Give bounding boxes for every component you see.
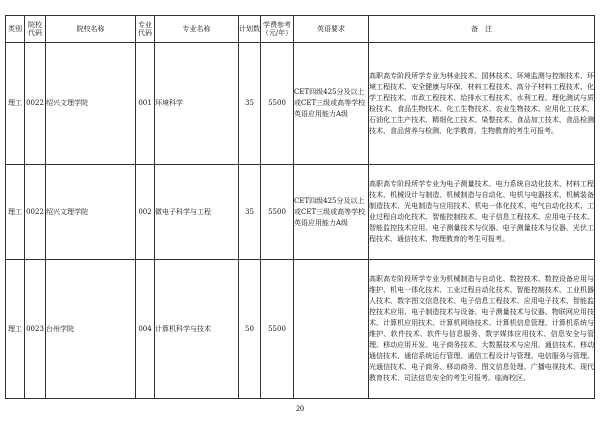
cell-plan-count: 50: [239, 260, 261, 399]
header-remarks: 备 注: [369, 16, 595, 43]
cell-major-code: 004: [136, 260, 155, 399]
header-tuition-line2: （元/年）: [261, 29, 293, 37]
cell-major-code: 001: [136, 43, 155, 165]
header-english-req: 英语要求: [294, 16, 369, 43]
cell-major-name: 微电子科学与工程: [155, 165, 239, 260]
cell-school-name: 绍兴文理学院: [46, 165, 136, 260]
header-school-name: 院校名称: [46, 16, 136, 43]
header-major-code-line2: 代码: [138, 29, 152, 37]
cell-english-req: [294, 260, 369, 399]
table-row: [6, 165, 595, 260]
cell-category: 理工: [6, 43, 25, 165]
table-row: [6, 260, 595, 399]
cell-plan-count: 35: [239, 43, 261, 165]
cell-tuition: 5500: [261, 260, 294, 399]
cell-school-code: 0022: [25, 165, 46, 260]
header-tuition: [261, 16, 294, 43]
admissions-table: [5, 15, 595, 399]
header-school-code: [25, 16, 46, 43]
header-tuition-line1: 学费参考: [263, 21, 291, 29]
header-major-code-line1: 专业: [138, 21, 152, 29]
cell-remarks: 高职高专阶段所学专业为机械制造与自动化、数控技术、数控设备应用与维护、机电一体化技术、工业过程自动化技术、智能控制技术、工业机器人技术、数字图文信息技术、电子信息工程技术、应用电子技术、智能监控技术应用、电子制造技术与设备、电子测量技术与仪器、物联网应用技术、计算机应用技术、计算机网络技术、计算机信息管理、计算机系统与维护、软件技术、软件与信息服务、数字媒体应用技术、信息安全与管理、移动应用开发、电子商务技术、大数据技术与应用、通信技术、移动通信技术、通信系统运行管理、通信工程设计与管理、电信服务与管理、光通信技术、电子商务、移动商务、图文信息处理、广播电视技术、现代教育技术、司法信息安全的考生可报考。临海校区。: [369, 260, 595, 399]
cell-category: 理工: [6, 165, 25, 260]
cell-english-req: CET四级425分及以上或CET三级或高等学校英语应用能力A级: [294, 43, 369, 165]
cell-plan-count: 35: [239, 165, 261, 260]
header-row: [6, 16, 595, 43]
cell-school-code: 0022: [25, 43, 46, 165]
header-major-name: 专业名称: [155, 16, 239, 43]
cell-school-code: 0023: [25, 260, 46, 399]
header-category: 类别: [6, 16, 25, 43]
cell-major-name: 计算机科学与技术: [155, 260, 239, 399]
table-row: [6, 43, 595, 165]
header-plan-count: 计划数: [239, 16, 261, 43]
cell-school-name: 台州学院: [46, 260, 136, 399]
cell-major-code: 002: [136, 165, 155, 260]
cell-english-req: CET四级425分及以上或CET三级或高等学校英语应用能力A级: [294, 165, 369, 260]
page-number: 20: [296, 404, 304, 413]
cell-remarks: 高职高专阶段所学专业为电子测量技术、电力系统自动化技术、材料工程技术、机械设计与制造、机械制造与自动化、电机与电器技术、机械装备制造技术、光电制造与应用技术、机电一体化技术、电气自动化技术、工业过程自动化技术、智能控制技术、电子信息工程技术、应用电子技术、智能监控技术应用、电子测量技术与仪器、电子测量技术与仪器、光伏工程技术、通信技术、物理教育的考生可报考。: [369, 165, 595, 260]
cell-school-name: 绍兴文理学院: [46, 43, 136, 165]
cell-tuition: 5500: [261, 165, 294, 260]
header-school-code-line1: 院校: [28, 21, 42, 29]
cell-tuition: 5500: [261, 43, 294, 165]
header-school-code-line2: 代码: [28, 29, 42, 37]
cell-major-name: 环境科学: [155, 43, 239, 165]
header-major-code: [136, 16, 155, 43]
cell-remarks: 高职高专阶段所学专业为林业技术、园林技术、环境监测与控制技术、环境工程技术、安全健康与环保、材料工程技术、高分子材料工程技术、化学工程技术、市政工程技术、给排水工程技术、水利工程、理化测试与质检技术、食品生物技术、化工生物技术、农业生物技术、应用化工技术、石油化工生产技术、精细化工技术、染整技术、食品加工技术、食品检测技术、食品营养与检测、化学教育、生物教育的考生可报考。: [369, 43, 595, 165]
cell-category: 理工: [6, 260, 25, 399]
